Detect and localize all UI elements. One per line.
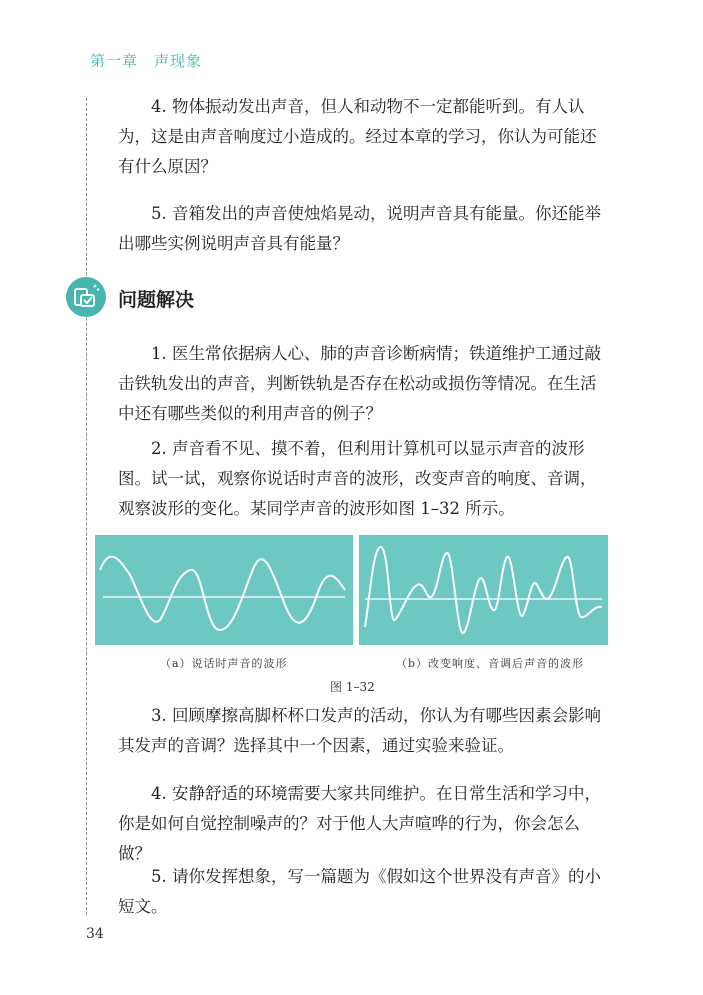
caption-b: （b）改变响度、音调后声音的波形: [396, 657, 585, 670]
waveform-a: [95, 535, 353, 645]
problem-4: 4. 安静舒适的环境需要大家共同维护。在日常生活和学习中，你是如何自觉控制噪声的？对于他人大声喧哗的行为，你会怎么做？: [118, 784, 601, 863]
problem-2: 2. 声音看不见、摸不着，但利用计算机可以显示声音的波形图。试一试，观察你说话时声音的波形，改变声音的响度、音调，观察波形的变化。某同学声音的波形如图 1–32 所示。: [118, 439, 597, 518]
figure-label: 图 1–32: [330, 680, 375, 694]
waveform-b: [359, 535, 608, 645]
page-number: 34: [86, 926, 104, 942]
waveform-panel-b: [359, 535, 608, 645]
problem-solving-icon: [66, 277, 106, 317]
problem-5: 5. 请你发挥想象，写一篇题为《假如这个世界没有声音》的小短文。: [118, 867, 601, 916]
caption-a: （a）说话时声音的波形: [160, 657, 288, 670]
review-question-4: 4. 物体振动发出声音，但人和动物不一定都能听到。有人认为，这是由声音响度过小造成的。经过本章的学习，你认为可能还有什么原因？: [118, 97, 597, 176]
section-title: 问题解决: [118, 289, 195, 311]
problem-3: 3. 回顾摩擦高脚杯杯口发声的活动，你认为有哪些因素会影响其发声的音调？选择其中一个因素，通过实验来验证。: [118, 706, 601, 755]
margin-dashed-line: [86, 98, 87, 915]
problem-1: 1. 医生常依据病人心、肺的声音诊断病情；铁道维护工通过敲击铁轨发出的声音，判断铁轨是否存在松动或损伤等情况。在生活中还有哪些类似的利用声音的例子？: [118, 344, 601, 423]
waveform-panel-a: [95, 535, 353, 645]
chapter-header: 第一章 声现象: [90, 52, 203, 70]
review-question-5: 5. 音箱发出的声音使烛焰晃动，说明声音具有能量。你还能举出哪些实例说明声音具有能量？: [118, 204, 601, 253]
